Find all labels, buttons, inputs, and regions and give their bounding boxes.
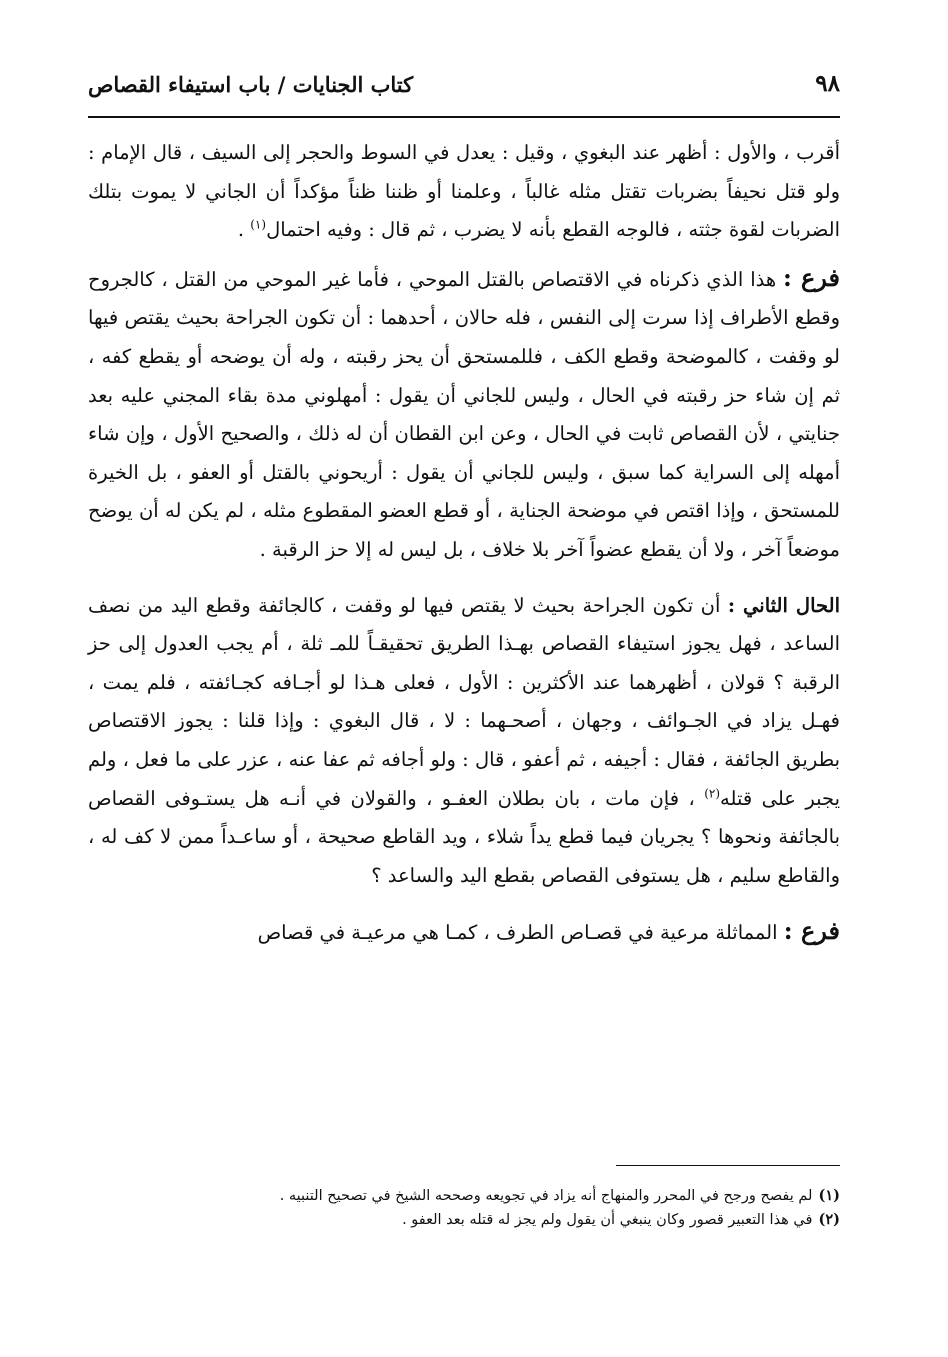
main-text [88, 134, 840, 953]
paragraph-4 [88, 912, 840, 953]
paragraph-4-text: المماثلة مرعية في قصـاص الطرف ، كمـا هي مرعيـة في قصاص [257, 921, 784, 945]
paragraph-2 [88, 259, 840, 570]
section-lead-second-case: الحال الثاني : [727, 593, 840, 617]
paragraph-1-text: أقرب ، والأول : أظهر عند البغوي ، وقيل : يعدل في السوط والحجر إلى السيف ، قال الإمام : ولو قتل نحيفاً بضربات تقتل مثله غالباً ، وعلمنا أو ظننا ظناً مؤكداً أن الجاني لا يموت بتلك الضربات لقوة جثته ، فالوجه القطع بأنه لا يضرب ، ثم قال : وفيه احتمال [88, 141, 840, 242]
page-number: ٩٨ [815, 70, 840, 97]
paragraph-3-text-b: ، فإن مات ، بان بطلان العفـو ، والقولان في أنـه هل يستـوفى القصاص بالجائفة ونحوها ؟ يجريان فيما قطع يداً شلاء ، ويد القاطع صحيحة ، أو ساعـداً ممن لا كف له ، والقاطع سليم ، هل يستوفى القصاص بقطع اليد والساعد ؟ [88, 786, 840, 887]
page-header [88, 66, 840, 112]
paragraph-1-end: . [237, 218, 251, 242]
running-title: كتاب الجنايات / باب استيفاء القصاص [88, 72, 414, 97]
paragraph-1 [88, 134, 840, 250]
footnote-1 [88, 1184, 840, 1208]
footnote-marker-1: (١) [250, 217, 267, 232]
section-lead-far: فرع : [783, 262, 841, 292]
footnote-1-number: (١) [818, 1187, 840, 1204]
footnote-1-text: لم يفصح ورجح في المحرر والمنهاج أنه يزاد في تجويعه وصححه الشيخ في تصحيح التنبيه . [279, 1188, 813, 1204]
section-lead-far-2: فرع : [783, 916, 840, 946]
paragraph-3-text-a: أن تكون الجراحة بحيث لا يقتص فيها لو وقفت ، كالجائفة وقطع اليد من نصف الساعد ، فهل يجوز استيفاء القصاص بهـذا الطريق تحقيقـاً للمـ ثلة ، أم يجب العدول إلى حز الرقبة ؟ قولان ، أظهرهما عند الأكثرين : الأول ، فعلى هـذا لو أجـافه كجـائفته ، فلم يمت ، فهـل يزاد في الجـوائف ، وجهان ، أصحـهما : لا ، قال البغوي : وإذا قلنا : يجوز الاقتصاص بطريق الجائفة ، فقال : أجيفه ، ثم أعفو ، قال : ولو أجافه ثم عفا عنه ، عزر على ما فعل ، ولم يجبر على قتله [88, 593, 841, 810]
footnote-marker-2: (٢) [704, 786, 721, 800]
footnote-2-text: في هذا التعبير قصور وكان ينبغي أن يقول ولم يجز له قتله بعد العفو . [402, 1212, 813, 1228]
paragraph-3 [88, 587, 840, 896]
paragraph-2-text: هذا الذي ذكرناه في الاقتصاص بالقتل الموحي ، فأما غير الموحي من القتل ، كالجروح وقطع الأطراف إذا سرت إلى النفس ، فله حالان ، أحدهما : أن تكون الجراحة بحيث يقتص فيها لو وقفت ، كالموضحة وقطع الكف ، فللمستحق أن يحز رقبته ، وله أن يوضحه أو يقطع كفه ، ثم إن شاء حز رقبته في الحال ، وليس للجاني أن يقول : أمهلوني مدة بقاء المجني عليه بعد جنايتي ، لأن القصاص ثابت في الحال ، وعن ابن القطان أن له ذلك ، والصحيح الأول ، وإن شاء أمهله إلى السراية كما سبق ، وليس للجاني أن يقول : أريحوني بالقتل أو العفو ، بل الخيرة للمستحق ، وإذا اقتص في موضحة الجناية ، أو قطع العضو المقطوع مثله ، لم يكن له أن يوضح موضعاً آخر ، ولا أن يقطع عضواً آخر بلا خلاف ، بل ليس له إلا حز الرقبة . [88, 267, 840, 561]
footnote-2 [88, 1208, 840, 1232]
footnote-2-number: (٢) [818, 1211, 840, 1228]
footnotes [88, 1184, 840, 1232]
footnote-rule [616, 1165, 840, 1166]
header-rule [88, 116, 840, 118]
